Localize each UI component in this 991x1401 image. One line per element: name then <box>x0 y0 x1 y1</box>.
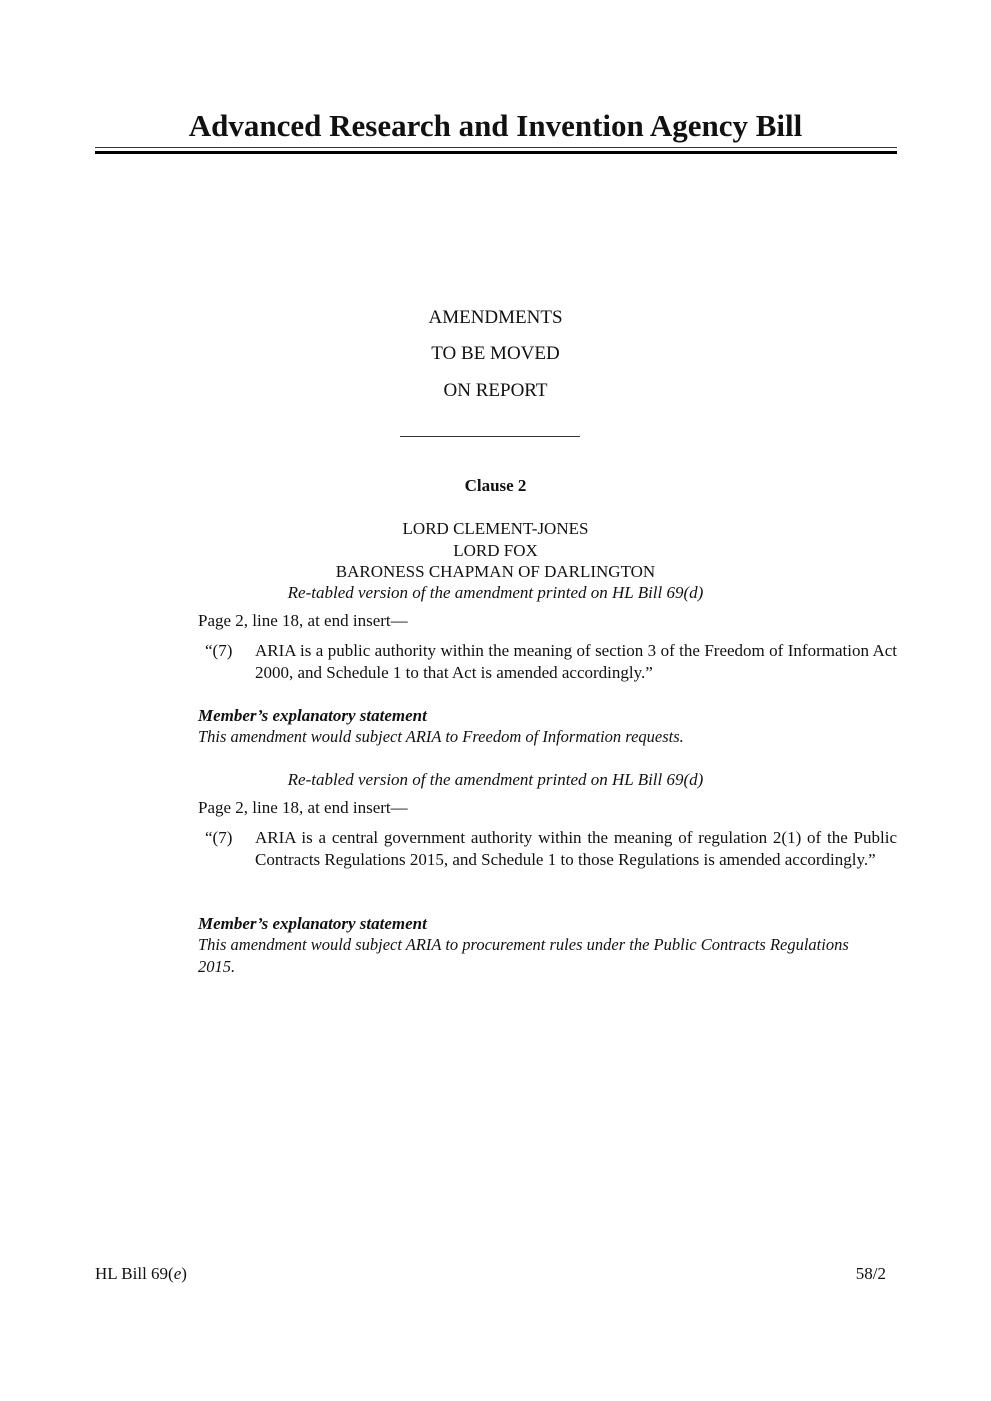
title-rule-thin <box>95 147 897 148</box>
amendment-location: Page 2, line 18, at end insert— <box>198 798 408 817</box>
heading-line-2: TO BE MOVED <box>431 343 560 364</box>
explanatory-statement: This amendment would subject ARIA to procurement rules under the Public Contracts Regulations 2015. <box>198 935 849 976</box>
bill-number-suffix: e <box>173 1264 182 1283</box>
page-number: 58/2 <box>855 1264 886 1283</box>
subsection-number: “(7) <box>205 828 233 847</box>
bill-number-prefix: HL Bill 69( <box>95 1264 174 1283</box>
sponsor-list <box>0 518 991 583</box>
statement-heading: Member’s explanatory statement <box>198 914 427 933</box>
document-title: Advanced Research and Invention Agency Bill <box>188 108 803 143</box>
explanatory-statement: This amendment would subject ARIA to Freedom of Information requests. <box>198 727 684 746</box>
clause-heading: Clause 2 <box>464 476 527 495</box>
bill-number <box>95 1264 187 1284</box>
section-divider <box>400 436 580 437</box>
retabled-note: Re-tabled version of the amendment printed on HL Bill 69(d) <box>287 583 704 602</box>
amendment-location: Page 2, line 18, at end insert— <box>198 611 408 630</box>
amendment-text <box>205 827 897 871</box>
statement-heading: Member’s explanatory statement <box>198 706 427 725</box>
amendment-body: ARIA is a public authority within the meaning of section 3 of the Freedom of Information Act 2000, and Schedule 1 to that Act is amended accordingly.” <box>255 641 897 682</box>
sponsor: BARONESS CHAPMAN OF DARLINGTON <box>335 562 656 581</box>
heading-line-1: AMENDMENTS <box>428 307 563 328</box>
title-rule-thick <box>95 151 897 154</box>
subsection-number: “(7) <box>205 641 233 660</box>
bill-number-close: ) <box>181 1264 187 1283</box>
heading-line-3: ON REPORT <box>443 380 548 401</box>
amendment-text <box>205 640 897 684</box>
sponsor: LORD FOX <box>453 540 538 560</box>
amendment-body: ARIA is a central government authority within the meaning of regulation 2(1) of the Public Contracts Regulations 2015, and Schedule 1 to those Regulations is amended accordingly.” <box>255 828 897 869</box>
sponsor: LORD CLEMENT-JONES <box>402 519 589 538</box>
retabled-note: Re-tabled version of the amendment printed on HL Bill 69(d) <box>287 770 704 789</box>
